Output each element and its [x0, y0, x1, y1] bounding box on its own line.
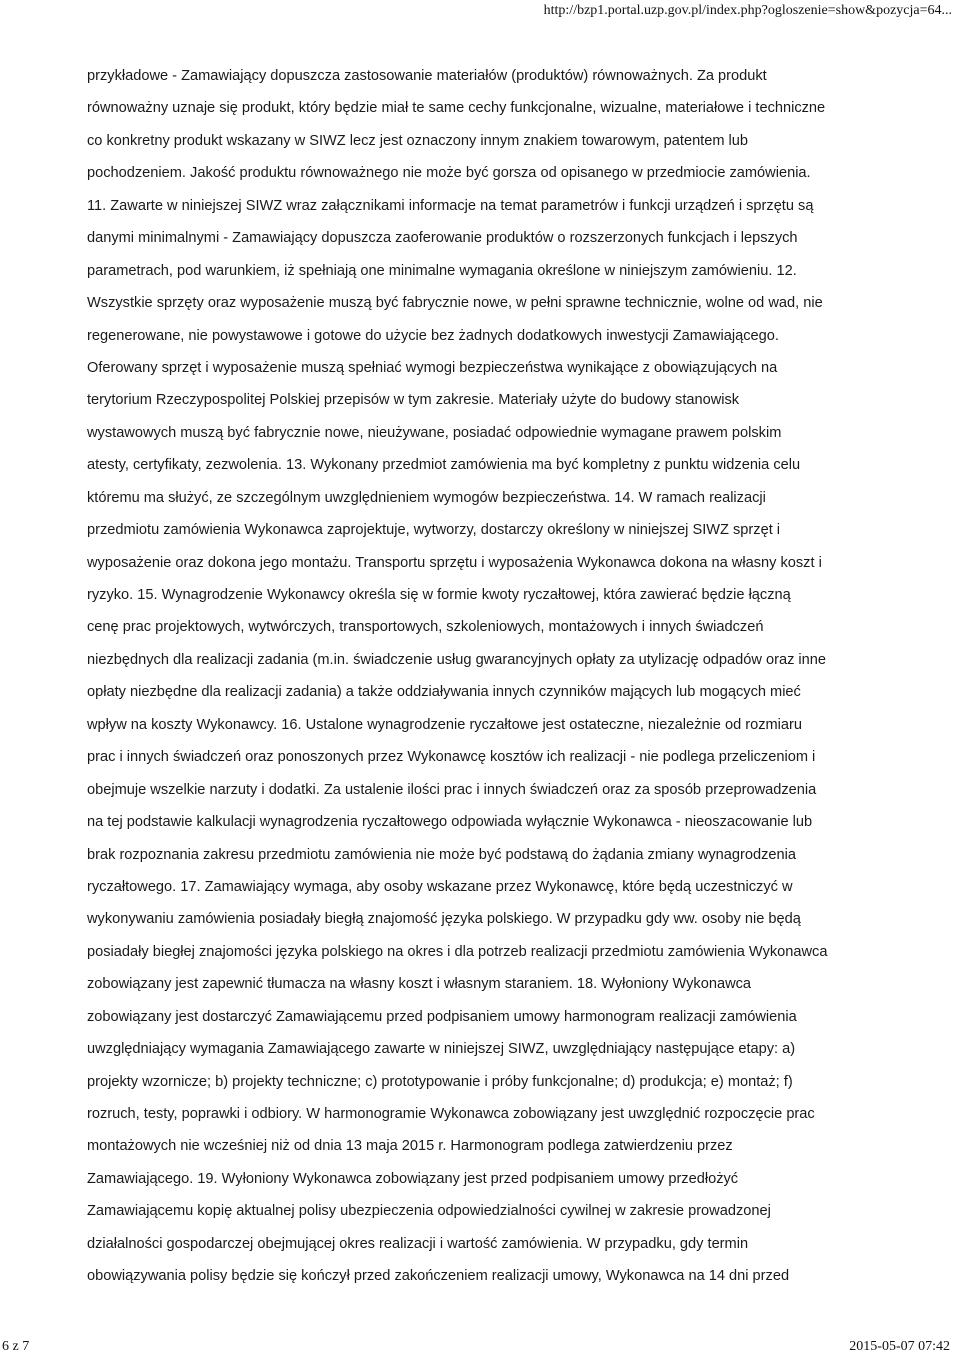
text-line: regenerowane, nie powystawowe i gotowe do użycie bez żadnych dodatkowych inwestycji Zamawiającego. — [87, 327, 779, 344]
text-line: przykładowe - Zamawiający dopuszcza zastosowanie materiałów (produktów) równoważnych. Za produkt — [87, 68, 767, 84]
text-line: co konkretny produkt wskazany w SIWZ lecz jest oznaczony innym znakiem towarowym, patentem lub — [87, 132, 749, 149]
text-line: niezbędnych dla realizacji zadania (m.in. świadczenie usług gwarancyjnych opłaty za utylizację odpadów oraz inne — [87, 651, 827, 668]
text-line: parametrach, pod warunkiem, iż spełniają one minimalne wymagania określone w niniejszym zamówieniu. 12. — [87, 262, 797, 279]
text-line: równoważny uznaje się produkt, który będzie miał te same cechy funkcjonalne, wizualne, materiałowe i techniczne — [87, 100, 826, 117]
text-line: Wszystkie sprzęty oraz wyposażenie muszą być fabrycznie nowe, w pełni sprawne technicznie, wolne od wad, nie — [87, 295, 823, 312]
text-line: zobowiązany jest dostarczyć Zamawiającemu przed podpisaniem umowy harmonogram realizacji zamówienia — [87, 1008, 797, 1025]
text-line: wpływ na koszty Wykonawcy. 16. Ustalone wynagrodzenie ryczałtowe jest ostateczne, niezależnie od rozmiaru — [87, 716, 803, 733]
text-line: montażowych nie wcześniej niż od dnia 13 maja 2015 r. Harmonogram podlega zatwierdzeniu przez — [87, 1138, 733, 1155]
text-line: zobowiązany jest zapewnić tłumacza na własny koszt i własnym staraniem. 18. Wyłoniony Wykonawca — [87, 976, 752, 993]
text-line: posiadały biegłej znajomości języka polskiego na okres i dla potrzeb realizacji przedmiotu zamówienia Wykonawca — [87, 943, 828, 960]
text-line: uwzględniający wymagania Zamawiającego zawarte w niniejszej SIWZ, uwzględniający następujące etapy: a) — [87, 1041, 796, 1058]
print-datetime: 2015-05-07 07:42 — [849, 1339, 950, 1354]
print-header-url: http://bzp1.portal.uzp.gov.pl/index.php?ogloszenie=show&pozycja=64... — [543, 3, 952, 18]
text-line: pochodzeniem. Jakość produktu równoważnego nie może być gorsza od opisanego w przedmiocie zamówienia. — [87, 165, 811, 182]
document-body — [87, 60, 907, 1293]
text-line: cenę prac projektowych, wytwórczych, transportowych, szkoleniowych, montażowych i innych świadczeń — [87, 619, 764, 636]
text-line: na tej podstawie kalkulacji wynagrodzenia ryczałtowego odpowiada wyłącznie Wykonawca - nieoszacowanie lub — [87, 814, 813, 831]
text-line: przedmiotu zamówienia Wykonawca zaprojektuje, wytworzy, dostarczy określony w niniejszej SIWZ sprzęt i — [87, 522, 781, 539]
text-line: prac i innych świadczeń oraz ponoszonych przez Wykonawcę kosztów ich realizacji - nie podlega przeliczeniom i — [87, 749, 816, 766]
text-line: wystawowych muszą być fabrycznie nowe, nieużywane, posiadać odpowiednie wymagane prawem polskim — [87, 424, 782, 441]
text-line: terytorium Rzeczypospolitej Polskiej przepisów w tym zakresie. Materiały użyte do budowy stanowisk — [87, 392, 740, 409]
text-line: wyposażenie oraz dokona jego montażu. Transportu sprzętu i wyposażenia Wykonawca dokona na własny koszt i — [87, 554, 822, 571]
text-line: obowiązywania polisy będzie się kończył przed zakończeniem realizacji umowy, Wykonawca na 14 dni przed — [87, 1268, 790, 1285]
text-line: 11. Zawarte w niniejszej SIWZ wraz załącznikami informacje na temat parametrów i funkcji urządzeń i sprzętu są — [87, 197, 814, 214]
text-line: brak rozpoznania zakresu przedmiotu zamówienia nie może być podstawą do żądania zmiany wynagrodzenia — [87, 846, 796, 863]
text-line: Oferowany sprzęt i wyposażenie muszą spełniać wymogi bezpieczeństwa wynikające z obowiązujących na — [87, 359, 778, 376]
text-line: atesty, certyfikaty, zezwolenia. 13. Wykonany przedmiot zamówienia ma być kompletny z punktu widzenia celu — [87, 457, 801, 474]
text-line: ryczałtowego. 17. Zamawiający wymaga, aby osoby wskazane przez Wykonawcę, które będą uczestniczyć w — [87, 878, 793, 895]
text-line: działalności gospodarczej obejmującej okres realizacji i wartość zamówienia. W przypadku, gdy termin — [87, 1235, 749, 1252]
text-line: danymi minimalnymi - Zamawiający dopuszcza zaoferowanie produktów o rozszerzonych funkcjach i lepszych — [87, 230, 798, 247]
text-line: ryzyko. 15. Wynagrodzenie Wykonawcy określa się w formie kwoty ryczałtowej, która zawierać będzie łączną — [87, 587, 791, 603]
text-line: obejmuje wszelkie narzuty i dodatki. Za ustalenie ilości prac i innych świadczeń oraz za sposób przeprowadzenia — [87, 781, 817, 798]
text-line: rozruch, testy, poprawki i odbiory. W harmonogramie Wykonawca zobowiązany jest uwzględnić rozpoczęcie prac — [87, 1106, 815, 1122]
text-line: projekty wzornicze; b) projekty techniczne; c) prototypowanie i próby funkcjonalne; d) produkcja; e) montaż; f) — [87, 1073, 793, 1090]
text-line: Zamawiającemu kopię aktualnej polisy ubezpieczenia odpowiedzialności cywilnej w zakresie prowadzonej — [87, 1203, 771, 1220]
page-indicator: 6 z 7 — [2, 1339, 30, 1354]
text-line: Zamawiającego. 19. Wyłoniony Wykonawca zobowiązany jest przed podpisaniem umowy przedłożyć — [87, 1170, 739, 1187]
text-line: opłaty niezbędne dla realizacji zadania) a także oddziaływania innych czynników mających lub mogących mieć — [87, 684, 801, 701]
text-line: któremu ma służyć, ze szczególnym uwzględnieniem wymogów bezpieczeństwa. 14. W ramach realizacji — [87, 489, 766, 506]
text-line: wykonywaniu zamówienia posiadały biegłą znajomość języka polskiego. W przypadku gdy ww. osoby nie będą — [87, 911, 801, 928]
